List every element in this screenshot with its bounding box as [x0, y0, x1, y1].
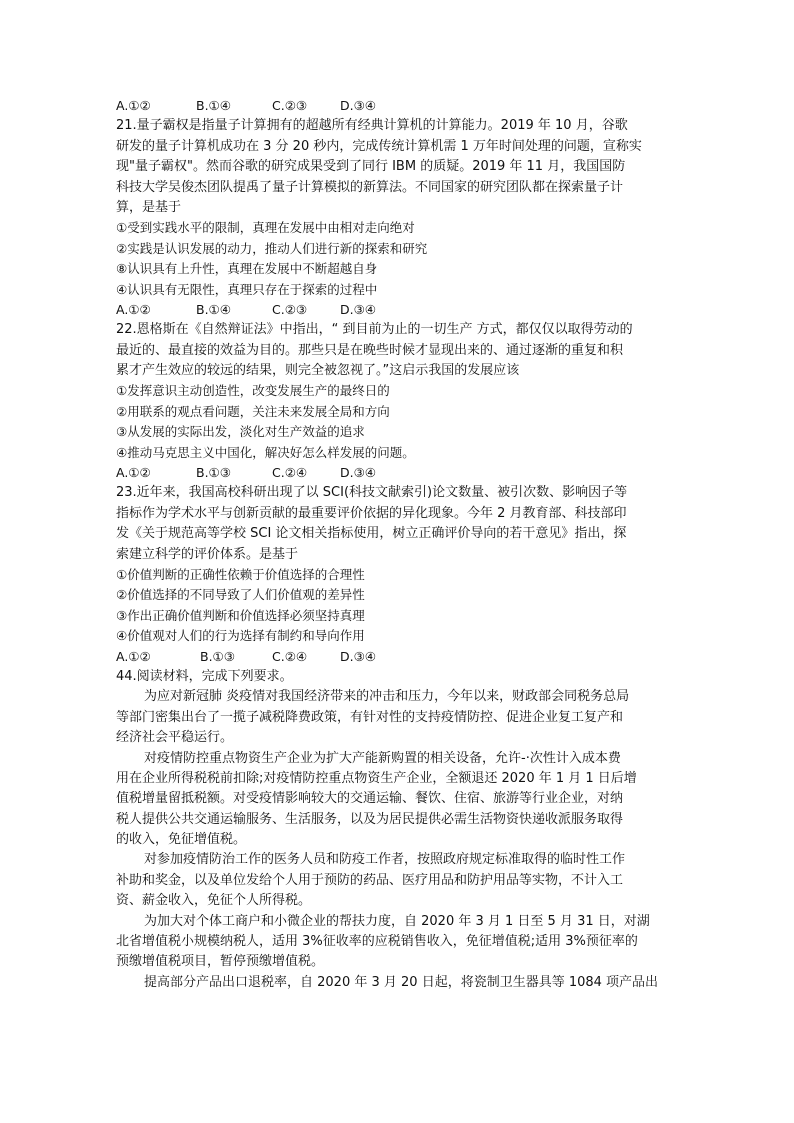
- question-21: [116, 116, 676, 320]
- q21-option: ①受到实践水平的限制，真理在发展中由相对走向绝对: [116, 220, 415, 236]
- choice-d: D.③④: [340, 98, 377, 113]
- q44-paragraph: [116, 687, 676, 748]
- q21-option: ②实践是认识发展的动力，推动人们进行新的探索和研究: [116, 240, 428, 256]
- choice-d: D.③④: [340, 648, 377, 664]
- paragraph-line: 提高部分产品出口退税率，自 2020 年 3 月 20 日起，将瓷制卫生器具等 1084 项产品出: [144, 974, 659, 990]
- paragraph-line: 等部门密集出台了一揽子减税降费政策，有针对性的支持疫情防控、促进企业复工复产和: [116, 709, 624, 725]
- q21-stem-line: 现"量子霸权"。然而谷歌的研究成果受到了同行 IBM 的质疑。2019 年 11 月，我国国防: [116, 159, 626, 175]
- q21-stem-line: 算，是基于: [116, 199, 182, 215]
- document-page: [116, 96, 676, 993]
- q21-stem-line: 21.量子霸权是指量子计算拥有的超越所有经典计算机的计算能力。2019 年 10 月，谷歌: [116, 118, 628, 134]
- choice-b: B.①④: [196, 301, 231, 317]
- paragraph-line: 值税增量留抵税额。对受疫情影响较大的交通运输、餐饮、住宿、旅游等行业企业，对纳: [116, 791, 624, 807]
- q21-choices: [116, 300, 676, 320]
- choice-b: B.①③: [200, 648, 235, 664]
- paragraph-line: 为应对新冠肺 炎疫情对我国经济带来的冲击和压力，今年以来，财政部会同税务总局: [144, 689, 630, 705]
- q22-option: ①发挥意识主动创造性，改变发展生产的最终日的: [116, 383, 390, 399]
- q23-option: ②价值选择的不同导致了人们价值观的差异性: [116, 587, 365, 603]
- q23-stem-line: 指标作为学术水平与创新贡献的最重要评价依据的异化现象。今年 2 月教育部、科技部印: [116, 505, 627, 521]
- q21-option: ⑧认识具有上升性，真理在发展中不断超越自身: [116, 261, 378, 277]
- paragraph-line: 补助和奖金，以及单位发给个人用于预防的药品、医疗用品和防护用品等实物，不计入工: [116, 872, 624, 888]
- q44-paragraph: [116, 912, 676, 973]
- choice-c: C.②③: [272, 98, 308, 113]
- q23-option: ③作出正确价值判断和价值选择必须坚持真理: [116, 607, 365, 623]
- paragraph-line: 预缴增值税项目，暂停预缴增值税。: [116, 954, 325, 970]
- q44-paragraph: [116, 850, 676, 911]
- choice-b: B.①④: [196, 98, 231, 113]
- q44-paragraph: [116, 749, 676, 851]
- q22-choices: [116, 463, 676, 483]
- paragraph-line: 的收入，免征增值税。: [116, 832, 247, 848]
- q21-stem-line: 研发的量子计算机成功在 3 分 20 秒内，完成传统计算机需 1 万年时间处理的问题，宣称实: [116, 138, 642, 154]
- q44-heading: 44.阅读材料，完成下列要求。: [116, 668, 293, 684]
- paragraph-line: 对疫情防控重点物资生产企业为扩大产能新购置的相关设备，允许-·次性计入成本费: [144, 750, 621, 766]
- q22-stem-line: 累才产生效应的较远的结果，则完全被忽视了。”这启示我国的发展应该: [116, 363, 520, 379]
- choice-a: A.①②: [116, 98, 151, 113]
- q44-paragraph: [116, 973, 676, 993]
- choice-c: C.②③: [272, 301, 308, 317]
- choice-d: D.③④: [340, 301, 377, 317]
- q20-choices: [116, 96, 676, 116]
- choice-a: A.①②: [116, 465, 151, 481]
- q22-stem-line: 最近的、最直接的效益为目的。那些只是在晚些时候才显现出来的、通过逐渐的重复和积: [116, 342, 624, 358]
- choice-a: A.①②: [116, 648, 151, 664]
- question-44: [116, 667, 676, 993]
- choice-c: C.②④: [272, 465, 308, 481]
- q22-stem-line: 22.恩格斯在《自然辩证法》中指出，“ 到目前为止的一切生产 方式，都仅仅以取得劳动的: [116, 322, 633, 338]
- q23-option: ①价值判断的正确性依赖于价值选择的合理性: [116, 566, 365, 582]
- q22-option: ④推动马克思主义中国化，解决好怎么样发展的问题。: [116, 444, 415, 460]
- question-22: [116, 320, 676, 483]
- q22-option: ②用联系的观点看问题，关注未来发展全局和方向: [116, 403, 390, 419]
- paragraph-line: 用在企业所得税税前扣除;对疫情防控重点物资生产企业，全额退还 2020 年 1 月 1 日后增: [116, 770, 637, 786]
- q23-choices: [116, 647, 676, 667]
- q21-option: ④认识具有无限性，真理只存在于探索的过程中: [116, 281, 378, 297]
- q23-stem-line: 索建立科学的评价体系。是基于: [116, 546, 299, 562]
- choice-a: A.①②: [116, 301, 151, 317]
- paragraph-line: 为加大对个体工商户和小微企业的帮扶力度，自 2020 年 3 月 1 日至 5 月 31 日，对湖: [144, 913, 650, 929]
- question-23: [116, 483, 676, 667]
- q21-stem-line: 科技大学吴俊杰团队提禹了量子计算模拟的新算法。不同国家的研究团队都在探索量子计: [116, 179, 624, 195]
- paragraph-line: 北省增值税小规模纳税人，适用 3%征收率的应税销售收入，免征增值税;适用 3%预征率的: [116, 934, 638, 950]
- paragraph-line: 对参加疫情防治工作的医务人员和防疫工作者，按照政府规定标准取得的临时性工作: [144, 852, 626, 868]
- paragraph-line: 经济社会平稳运行。: [116, 730, 234, 746]
- q22-option: ③从发展的实际出发，淡化对生产效益的追求: [116, 424, 365, 440]
- q23-option: ④价值观对人们的行为选择有制约和导向作用: [116, 628, 365, 644]
- choice-b: B.①③: [196, 465, 231, 481]
- paragraph-line: 资、薪金收入，免征个人所得税。: [116, 893, 312, 909]
- choice-d: D.③④: [340, 465, 377, 481]
- choice-c: C.②④: [272, 648, 308, 664]
- paragraph-line: 税人提供公共交通运输服务、生活服务，以及为居民提供必需生活物资快递收派服务取得: [116, 811, 624, 827]
- q23-stem-line: 发《关于规范高等学校 SCI 论文相关指标使用，树立正确评价导向的若干意见》指出，探: [116, 526, 627, 542]
- q23-stem-line: 23.近年来，我国高校科研出现了以 SCI(科技文献索引)论文数量、被引次数、影响因子等: [116, 485, 628, 501]
